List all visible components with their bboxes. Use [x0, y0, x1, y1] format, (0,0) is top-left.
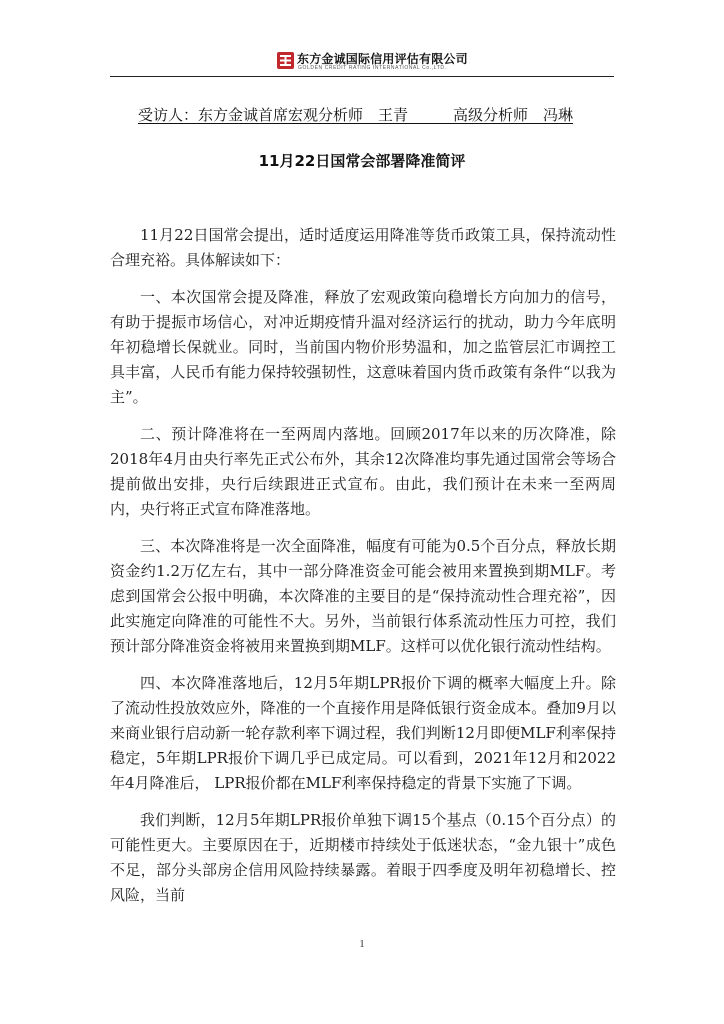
- header-divider: [110, 76, 614, 77]
- company-name-en: GOLDEN CREDIT RATING INTERNATIONAL Co.,LTD.: [298, 65, 447, 71]
- page-number: 1: [359, 938, 365, 950]
- company-name-cn: 东方金诚国际信用评估有限公司: [297, 52, 468, 66]
- paragraph-point-1: 一、本次国常会提及降准，释放了宏观政策向稳增长方向加力的信号，有助于提振市场信心，对冲近期疫情升温对经济运行的扰动，助力今年底明年初稳增长保就业。同时，当前国内物价形势温和，加之监管层汇市调控工具丰富，人民币有能力保持较强韧性，这意味着国内货币政策有条件“以我为主”。: [110, 288, 616, 406]
- company-logo-icon: [277, 52, 294, 69]
- interviewee-line: 受访人：东方金诚首席宏观分析师 王青 高级分析师 冯琳: [138, 106, 574, 124]
- document-title: 11月22日国常会部署降准简评: [258, 152, 466, 170]
- paragraph-judgement: 我们判断，12月5年期LPR报价单独下调15个基点（0.15个百分点）的可能性更大。主要原因在于，近期楼市持续处于低迷状态，“金九银十”成色不足，部分头部房企信用风险持续暴露。着眼于四季度及明年初稳增长、控风险，当前: [110, 811, 616, 904]
- paragraph-intro: 11月22日国常会提出，适时适度运用降准等货币政策工具，保持流动性合理充裕。具体解读如下：: [110, 226, 616, 269]
- paragraph-point-2: 二、预计降准将在一至两周内落地。回顾2017年以来的历次降准，除2018年4月由央行率先正式公布外，其余12次降准均事先通过国常会等场合提前做出安排，央行后续跟进正式宣布。由此，我们预计在未来一至两周内，央行将正式宣布降准落地。: [110, 425, 616, 518]
- page-header: [0, 44, 724, 80]
- document-body: [110, 223, 616, 920]
- paragraph-point-4: 四、本次降准落地后，12月5年期LPR报价下调的概率大幅度上升。除了流动性投放效应外，降准的一个直接作用是降低银行资金成本。叠加9月以来商业银行启动新一轮存款利率下调过程，我们判断12月即便MLF利率保持稳定，5年期LPR报价下调几乎已成定局。可以看到，2021年12月和2022年4月降准后， LPR报价都在MLF利率保持稳定的背景下实施了下调。: [110, 674, 616, 792]
- paragraph-point-3: 三、本次降准将是一次全面降准，幅度有可能为0.5个百分点，释放长期资金约1.2万亿左右，其中一部分降准资金可能会被用来置换到期MLF。考虑到国常会公报中明确，本次降准的主要目的是“保持流动性合理充裕”，因此实施定向降准的可能性不大。另外，当前银行体系流动性压力可控，我们预计部分降准资金将被用来置换到期MLF。这样可以优化银行流动性结构。: [110, 537, 616, 655]
